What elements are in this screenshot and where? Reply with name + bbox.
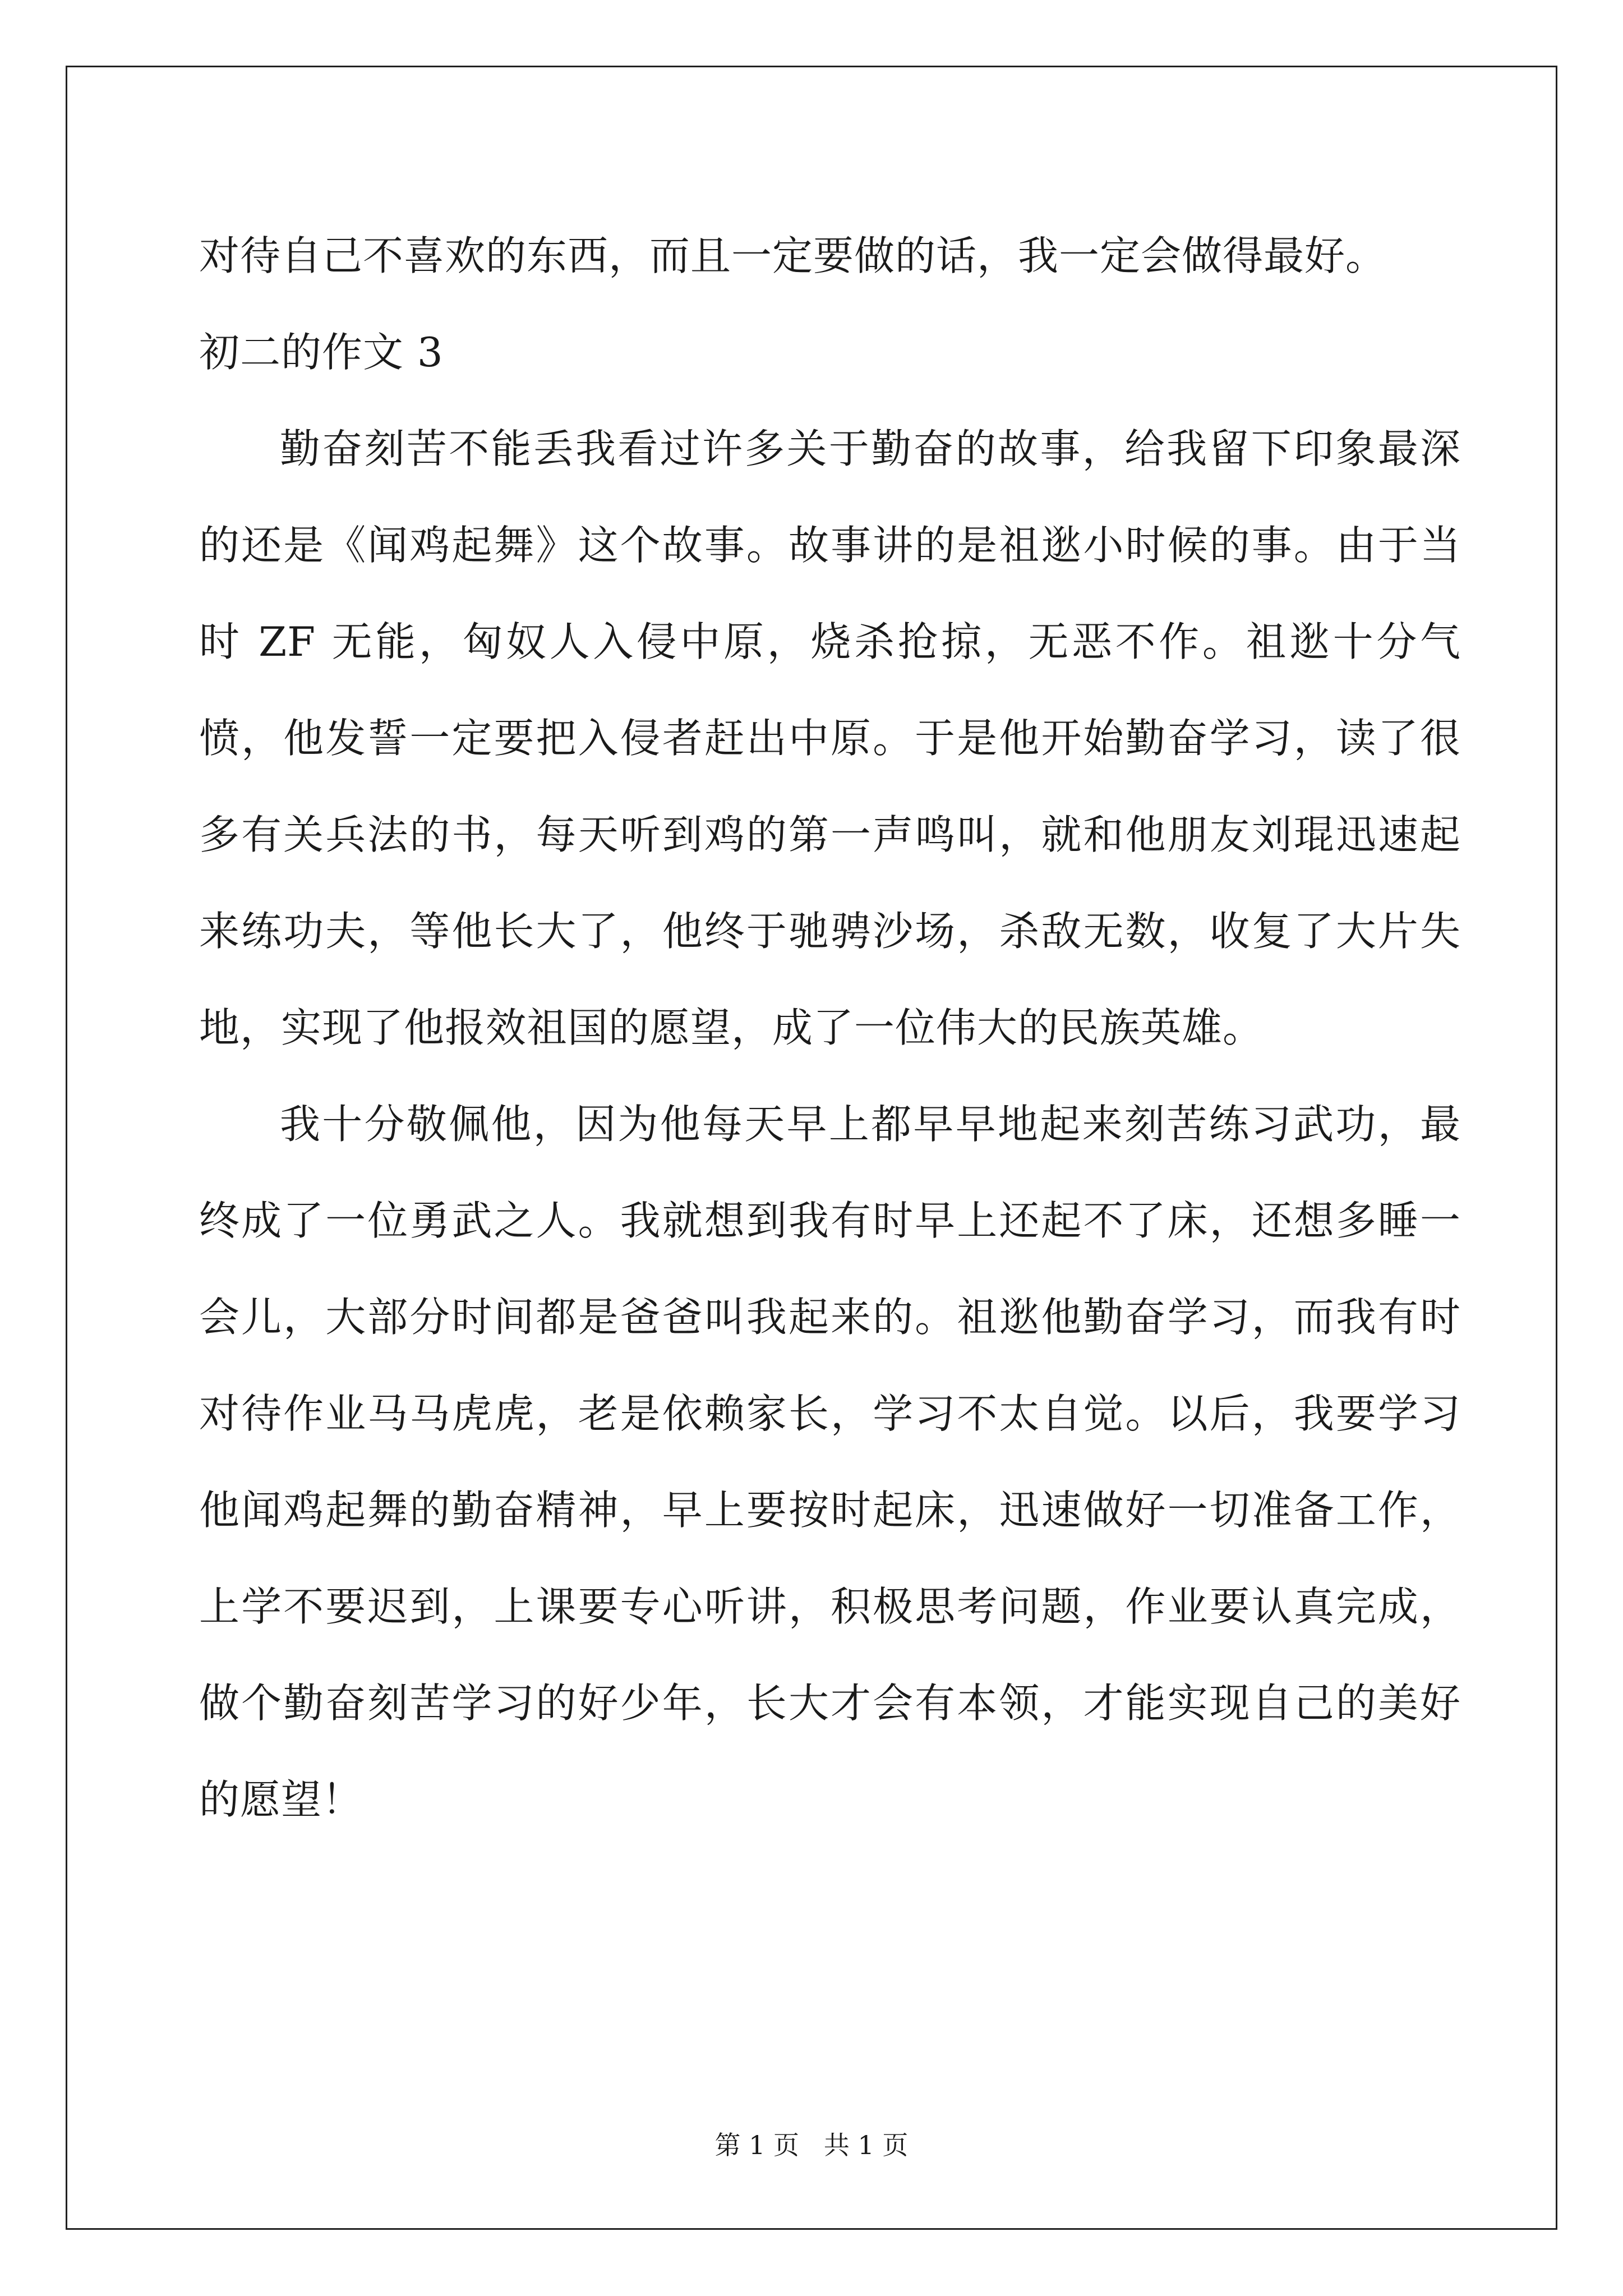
page-footer: 第 1 页 共 1 页 xyxy=(714,2130,909,2160)
document-body xyxy=(199,208,1461,1848)
paragraph-2: 勤奋刻苦不能丢我看过许多关于勤奋的故事，给我留下印象最深的还是《闻鸡起舞》这个故事。故事讲的是祖逖小时候的事。由于当时 ZF 无能，匈奴人入侵中原，烧杀抢掠，无恶不作。祖逖十分气愤，他发誓一定要把入侵者赶出中原。于是他开始勤奋学习，读了很多有关兵法的书，每天听到鸡的第一声鸣叫，就和他朋友刘琨迅速起来练功夫，等他长大了，他终于驰骋沙场，杀敌无数，收复了大片失地，实现了他报效祖国的愿望，成了一位伟大的民族英雄。 xyxy=(199,425,1461,1051)
paragraph-1: 对待自己不喜欢的东西，而且一定要做的话，我一定会做得最好。 xyxy=(199,232,1387,279)
section-heading: 初二的作文 3 xyxy=(199,329,444,376)
paragraph-3: 我十分敬佩他，因为他每天早上都早早地起来刻苦练习武功，最终成了一位勇武之人。我就想到我有时早上还起不了床，还想多睡一会儿，大部分时间都是爸爸叫我起来的。祖逖他勤奋学习，而我有时对待作业马马虎虎，老是依赖家长，学习不太自觉。以后，我要学习他闻鸡起舞的勤奋精神，早上要按时起床，迅速做好一切准备工作，上学不要迟到，上课要专心听讲，积极思考问题，作业要认真完成，做个勤奋刻苦学习的好少年，长大才会有本领，才能实现自己的美好的愿望！ xyxy=(199,1101,1461,1823)
